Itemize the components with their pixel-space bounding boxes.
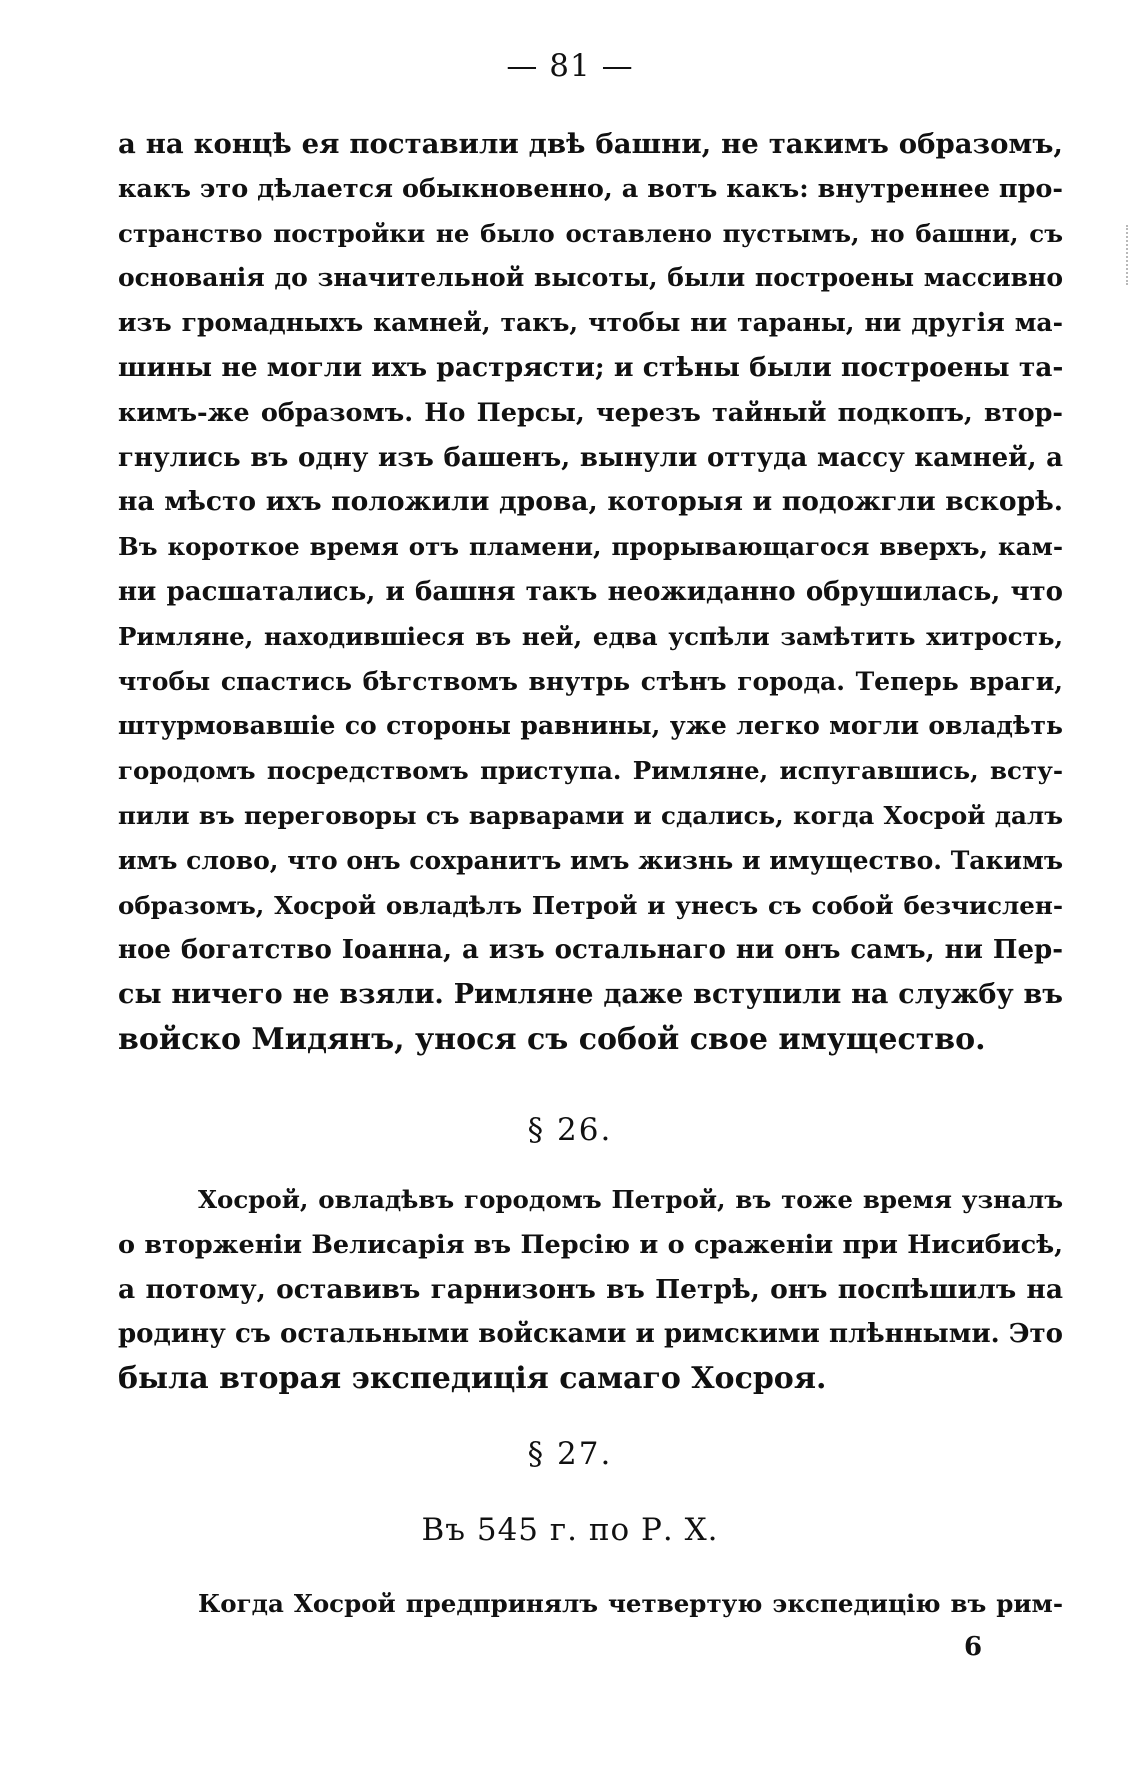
- margin-marks: [1126, 225, 1131, 285]
- text-line: ни расшатались, и башня такъ неожиданно обрушилась, что: [118, 576, 1063, 607]
- text-line: пили въ переговоры съ варварами и сдались, когда Хосрой далъ: [118, 800, 1063, 830]
- text-line: родину съ остальными войсками и римскими плѣнными. Это: [118, 1319, 1063, 1350]
- text-line: имъ слово, что онъ сохранитъ имъ жизнь и имущество. Такимъ: [118, 845, 1063, 875]
- paragraph-section-26: [118, 1178, 1063, 1402]
- text-line: Хосрой, овладѣвъ городомъ Петрой, въ тоже время узналъ: [198, 1185, 1063, 1214]
- text-line: на мѣсто ихъ положили дрова, которыя и подожгли вскорѣ.: [118, 486, 1063, 518]
- text-line: о вторженіи Велисарія въ Персію и о сраженіи при Нисибисѣ,: [118, 1229, 1063, 1260]
- text-line: ное богатство Іоанна, а изъ остальнаго ни онъ самъ, ни Пер-: [118, 935, 1063, 966]
- text-line: шины не могли ихъ растрясти; и стѣны были построены та-: [118, 351, 1064, 383]
- text-line: чтобы спастись бѣгствомъ внутрь стѣнъ города. Теперь враги,: [118, 666, 1063, 696]
- text-line: сы ничего не взяли. Римляне даже вступили на службу въ: [118, 979, 1063, 1011]
- section-heading-26: § 26.: [527, 1112, 613, 1148]
- text-line: основанія до значительной высоты, были построены массивно: [118, 263, 1063, 293]
- text-line: образомъ, Хосрой овладѣлъ Петрой и унесъ съ собой безчислен-: [118, 890, 1063, 920]
- text-line: была вторая экспедиція самаго Хосроя.: [118, 1361, 827, 1397]
- text-line: а потому, оставивъ гарнизонъ въ Петрѣ, онъ поспѣшилъ на: [118, 1273, 1063, 1305]
- text-line: штурмовавшіе со стороны равнины, уже легко могли овладѣть: [118, 711, 1063, 741]
- paragraph-section-27: [118, 1582, 1063, 1627]
- text-line: войско Мидянъ, унося съ собой свое имущество.: [118, 1021, 986, 1057]
- section-heading-27: § 27.: [527, 1436, 613, 1472]
- text-line: кимъ-же образомъ. Но Персы, черезъ тайный подкопъ, втор-: [118, 397, 1063, 428]
- date-heading: Въ 545 г. по Р. Х.: [421, 1512, 719, 1548]
- text-line: какъ это дѣлается обыкновенно, а вотъ какъ: внутреннее про-: [118, 173, 1063, 204]
- text-line: Когда Хосрой предпринялъ четвертую экспедицію въ рим-: [198, 1589, 1063, 1618]
- text-line: изъ громадныхъ камней, такъ, чтобы ни тараны, ни другія ма-: [118, 308, 1063, 338]
- text-line: а на концѣ ея поставили двѣ башни, не такимъ образомъ,: [118, 128, 1063, 160]
- signature-mark: 6: [964, 1632, 983, 1662]
- text-line: Въ короткое время отъ пламени, прорывающагося вверхъ, кам-: [118, 532, 1063, 562]
- text-line: гнулись въ одну изъ башенъ, вынули оттуда массу камней, а: [118, 442, 1063, 473]
- text-line: Римляне, находившіеся въ ней, едва успѣли замѣтить хитрость,: [118, 621, 1063, 651]
- page-number: — 81 —: [506, 48, 634, 84]
- text-line: странство постройки не было оставлено пустымъ, но башни, съ: [118, 218, 1063, 248]
- text-line: городомъ посредствомъ приступа. Римляне, испугавшись, всту-: [118, 756, 1063, 786]
- paragraph-1: [118, 122, 1063, 1063]
